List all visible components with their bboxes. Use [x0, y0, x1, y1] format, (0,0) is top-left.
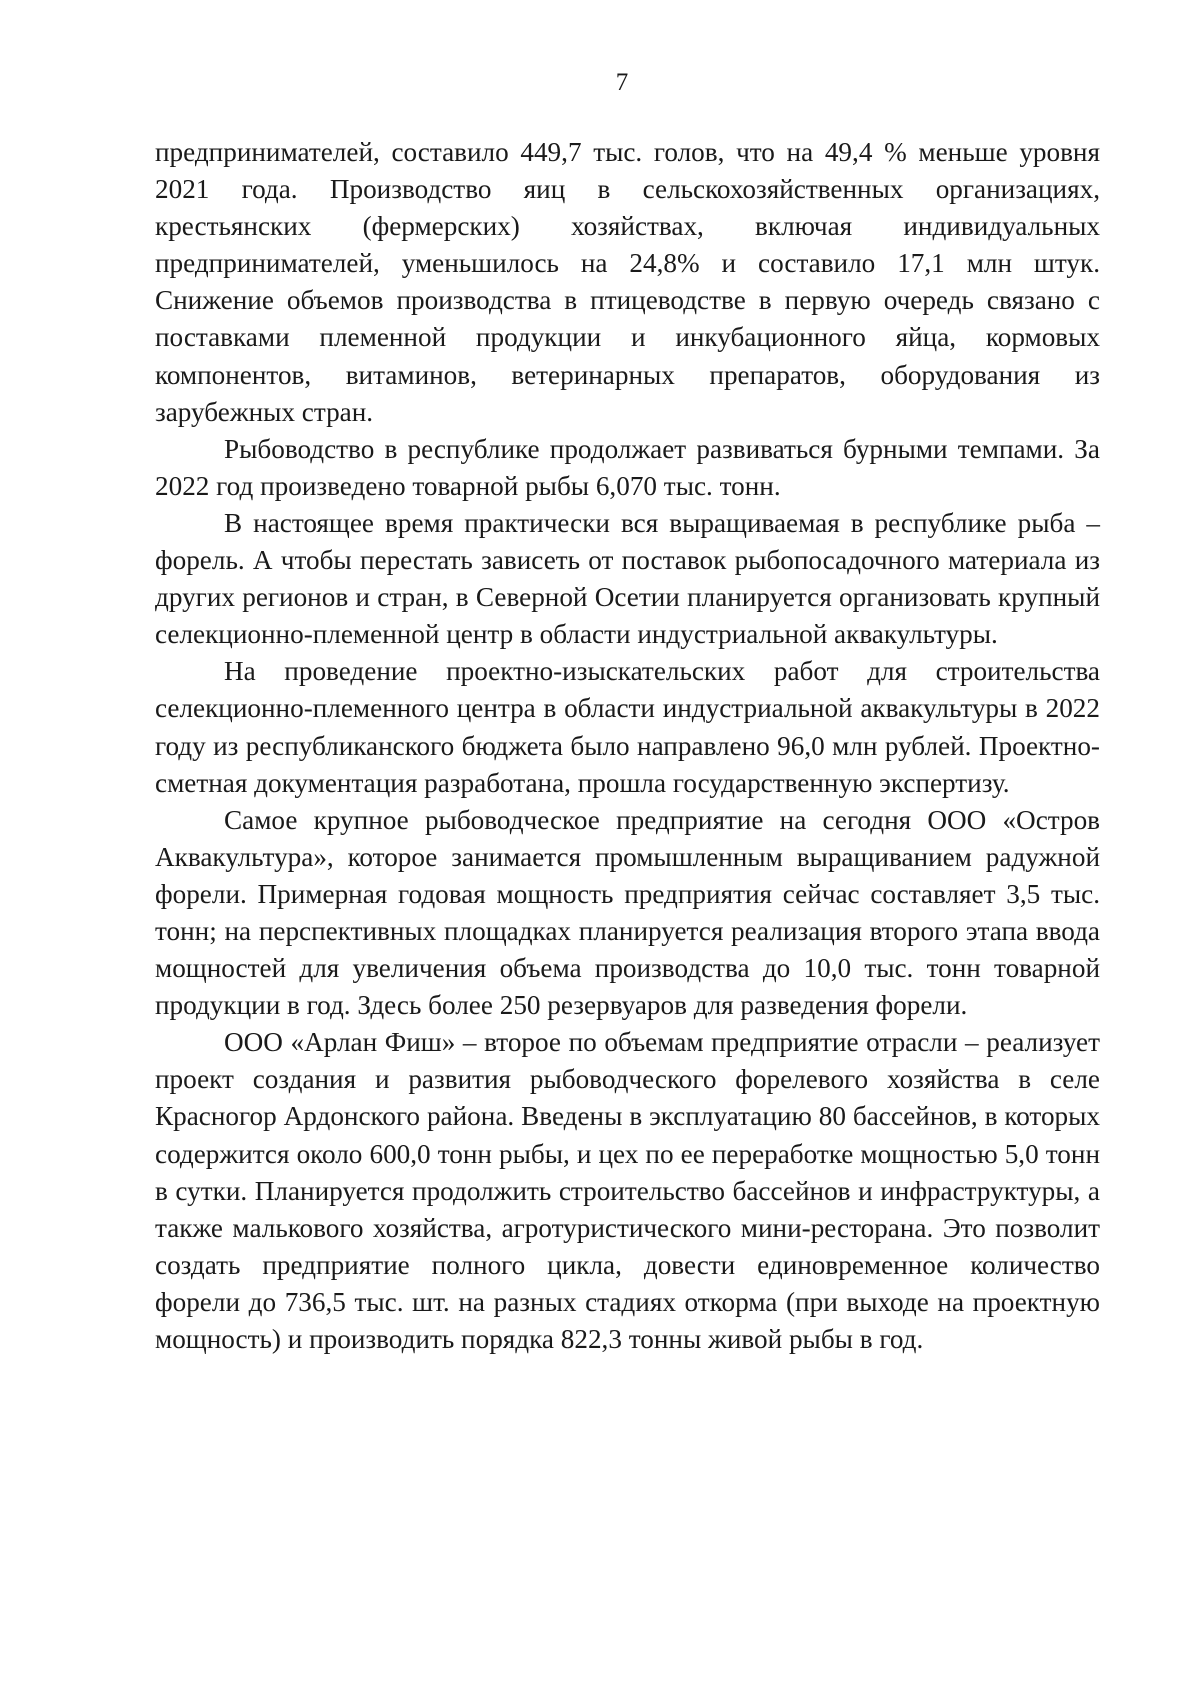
paragraph-poultry-continued: предпринимателей, составило 449,7 тыс. голов, что на 49,4 % меньше уровня 2021 года. Производство яиц в сельскохозяйственных организациях, крестьянских (фермерских) хозяйствах, включая индивидуальных предпринимателей, уменьшилось на 24,8% и составило 17,1 млн штук. Снижение объемов производства в птицеводстве в первую очередь связано с поставками племенной продукции и инкубационного яйца, кормовых компонентов, витаминов, ветеринарных препаратов, оборудования из зарубежных стран. [155, 137, 1100, 427]
paragraph-ostrov-aquaculture: Самое крупное рыбоводческое предприятие на сегодня ООО «Остров Аквакультура», которое занимается промышленным выращиванием радужной форели. Примерная годовая мощность предприятия сейчас составляет 3,5 тыс. тонн; на перспективных площадках планируется реализация второго этапа ввода мощностей для увеличения объема производства до 10,0 тыс. тонн товарной продукции в год. Здесь более 250 резервуаров для разведения форели. [155, 804, 1100, 1021]
paragraph-design-survey-funding: На проведение проектно-изыскательских работ для строительства селекционно-племенного центра в области индустриальной аквакультуры в 2022 году из республиканского бюджета было направлено 96,0 млн рублей. Проектно-сметная документация разработана, прошла государственную экспертизу. [155, 656, 1100, 798]
paragraph-arlan-fish: ООО «Арлан Фиш» – второе по объемам предприятие отрасли – реализует проект создания и развития рыбоводческого форелевого хозяйства в селе Красногор Ардонского района. Введены в эксплуатацию 80 бассейнов, в которых содержится около 600,0 тонн рыбы, и цех по ее переработке мощностью 5,0 тонн в сутки. Планируется продолжить строительство бассейнов и инфраструктуры, а также малькового хозяйства, агротуристического мини-ресторана. Это позволит создать предприятие полного цикла, довести единовременное количество форели до 736,5 тыс. шт. на разных стадиях откорма (при выходе на проектную мощность) и производить порядка 822,3 тонны живой рыбы в год. [155, 1027, 1100, 1354]
document-body [155, 134, 1100, 1358]
paragraph-trout-breeding-center: В настоящее время практически вся выращиваемая в республике рыба – форель. А чтобы перестать зависеть от поставок рыбопосадочного материала из других регионов и стран, в Северной Осетии планируется организовать крупный селекционно-племенной центр в области индустриальной аквакультуры. [155, 507, 1100, 650]
page-number: 7 [615, 69, 629, 96]
paragraph-fish-farming: Рыбоводство в республике продолжает развиваться бурными темпами. За 2022 год произведено товарной рыбы 6,070 тыс. тонн. [155, 433, 1100, 501]
